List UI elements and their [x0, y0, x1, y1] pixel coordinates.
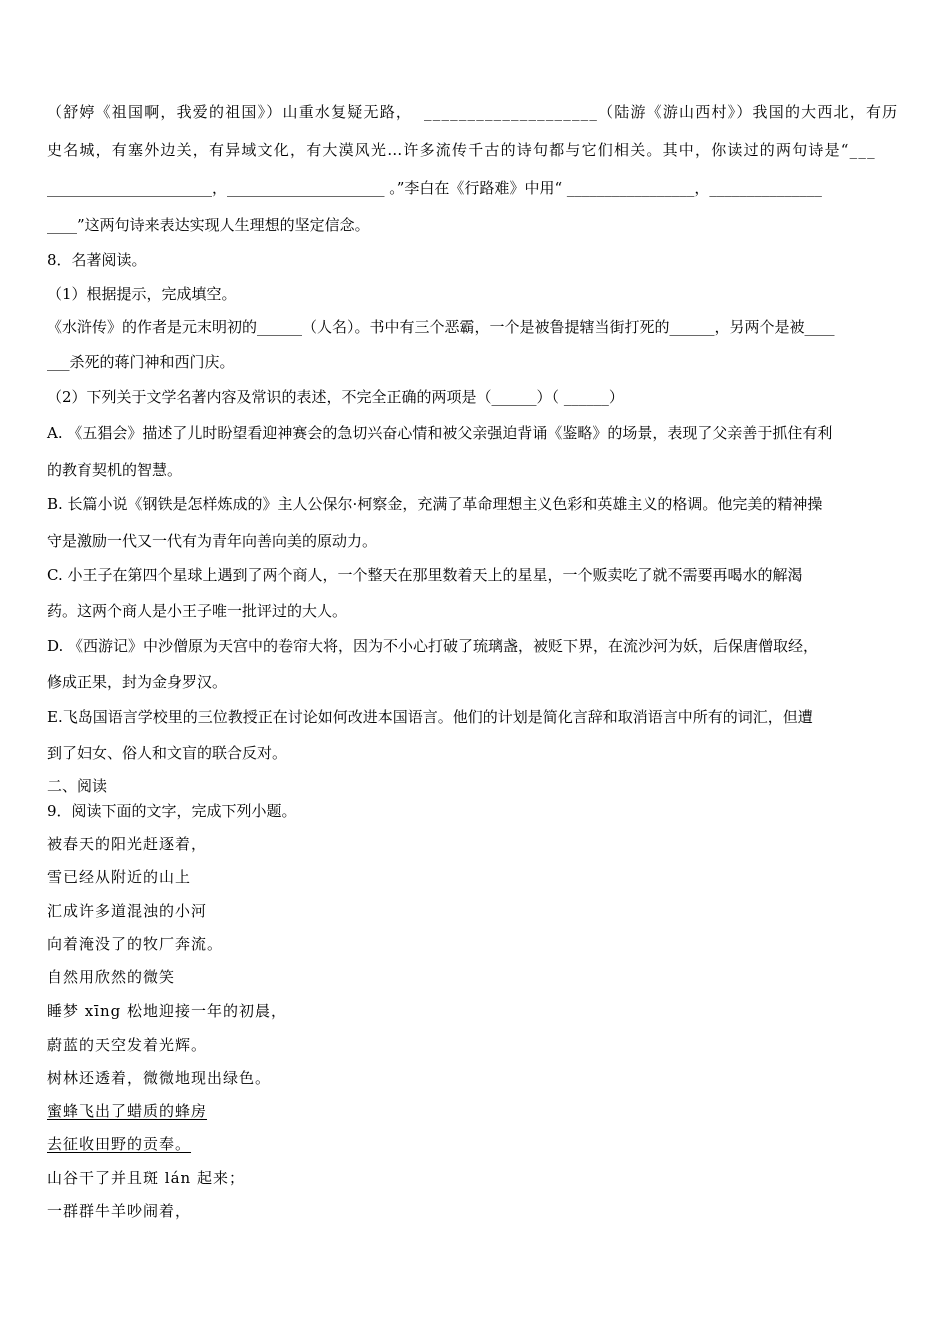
poem-line: 一群群牛羊吵闹着，	[47, 1202, 192, 1220]
option-c-cont: 药。这两个商人是小王子唯一批评过的大人。	[47, 602, 348, 620]
option-a: A. 《五猖会》描述了儿时盼望看迎神赛会的急切兴奋心情和被父亲强迫背诵《鉴略》的场景，表现了父亲善于抓住有利	[47, 424, 833, 442]
question-8-part-2: （2）下列关于文学名著内容及常识的表述，不完全正确的两项是（______）（ ______）	[47, 388, 624, 406]
poem-line: 汇成许多道混浊的小河	[47, 902, 208, 920]
text-line: （舒婷《祖国啊，我爱的祖国》）山重水复疑无路， ____________________（陆游《游山西村》）我国的大西北，有历	[47, 103, 899, 121]
poem-line: 蔚蓝的天空发着光辉。	[47, 1036, 208, 1054]
poem-line: 被春天的阳光赶逐着，	[47, 835, 208, 853]
option-a-cont: 的教育契机的智慧。	[47, 461, 183, 479]
question-8-title: 8．名著阅读。	[47, 251, 147, 269]
question-9-title: 9．阅读下面的文字，完成下列小题。	[47, 802, 297, 820]
option-b: B. 长篇小说《钢铁是怎样炼成的》主人公保尔·柯察金，充满了革命理想主义色彩和英雄主义的格调。他完美的精神操	[47, 495, 823, 513]
poem-line: 自然用欣然的微笑	[47, 968, 176, 986]
poem-line-underlined: 蜜蜂飞出了蜡质的蜂房	[47, 1102, 208, 1120]
poem-line: 山谷干了并且斑 lán 起来；	[47, 1169, 245, 1187]
option-e: E.飞岛国语言学校里的三位教授正在讨论如何改进本国语言。他们的计划是简化言辞和取消语言中所有的词汇，但遭	[47, 708, 813, 726]
poem-line: 雪已经从附近的山上	[47, 868, 192, 886]
question-8-part-1: （1）根据提示，完成填空。	[47, 285, 237, 303]
text-line: 《水浒传》的作者是元末明初的______（人名）。书中有三个恶霸，一个是被鲁提辖当街打死的______，另两个是被____	[47, 318, 835, 336]
text-line: ______________________，_____________________ 。”李白在《行路难》中用“ _________________，_______________	[47, 179, 822, 197]
poem-line: 睡梦 xīng 松地迎接一年的初晨，	[47, 1002, 288, 1020]
poem-line-underlined: 去征收田野的贡奉。	[47, 1135, 192, 1153]
section-heading: 二、阅读	[47, 777, 108, 795]
poem-line: 向着淹没了的牧厂奔流。	[47, 935, 224, 953]
text-line: 史名城，有塞外边关，有异域文化，有大漠风光…许多流传千古的诗句都与它们相关。其中，你读过的两句诗是“___	[47, 141, 876, 159]
option-e-cont: 到了妇女、俗人和文盲的联合反对。	[47, 744, 288, 762]
poem-line: 树林还透着，微微地现出绿色。	[47, 1069, 272, 1087]
option-c: C. 小王子在第四个星球上遇到了两个商人，一个整天在那里数着天上的星星，一个贩卖吃了就不需要再喝水的解渴	[47, 566, 803, 584]
text-line: ____”这两句诗来表达实现人生理想的坚定信念。	[47, 216, 370, 234]
option-d-cont: 修成正果，封为金身罗汉。	[47, 673, 228, 691]
text-line: ___杀死的蒋门神和西门庆。	[47, 353, 235, 371]
option-b-cont: 守是激励一代又一代有为青年向善向美的原动力。	[47, 532, 378, 550]
option-d: D. 《西游记》中沙僧原为天宫中的卷帘大将，因为不小心打破了琉璃盏，被贬下界，在流沙河为妖，后保唐僧取经，	[47, 637, 819, 655]
